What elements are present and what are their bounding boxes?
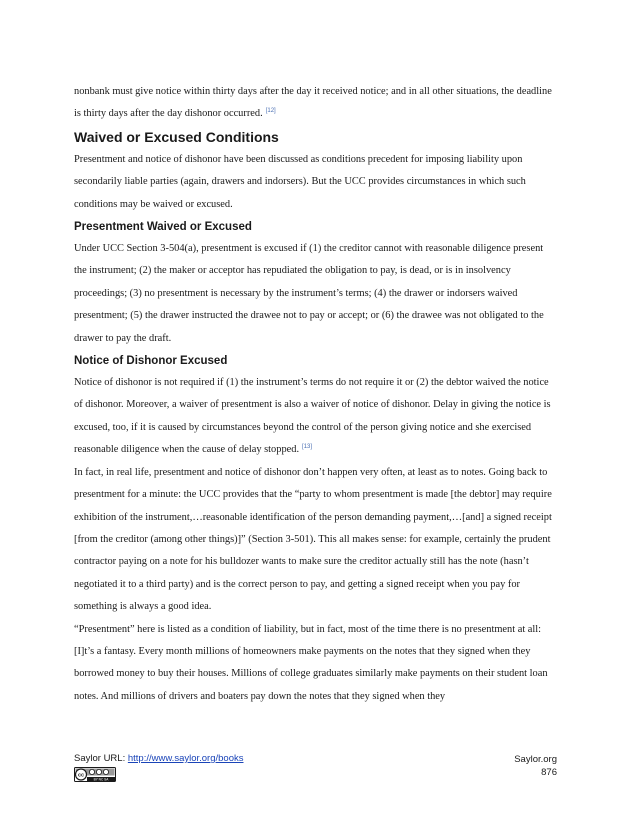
footer-page-info — [514, 753, 557, 779]
paragraph-intro: nonbank must give notice within thirty days after the day it received notice; and in all other situations, the deadline is thirty days after the day dishonor occurred. [12] — [74, 86, 552, 120]
paragraph-notice: Notice of dishonor is not required if (1) the instrument’s terms do not require it or (2) the debtor waived the notice of dishonor. Moreover, a waiver of presentment is also a waiver of notice of dishonor. Delay in giving the notice is excused, too, if it is caused by circumstances beyond the control of the person giving notice and she exercised reasonable diligence when the cause of delay stopped. [13] — [74, 377, 551, 456]
footer-url-label: Saylor URL: — [74, 753, 126, 764]
paragraph-presentment-listed: “Presentment” here is listed as a condition of liability, but in fact, most of the time there is no presentment at all: — [74, 623, 542, 635]
heading-presentment-waived: Presentment Waived or Excused — [74, 221, 252, 234]
paragraph-waived-intro: Presentment and notice of dishonor have been discussed as conditions precedent for imposing liability upon secondarily liable parties (again, drawers and indorsers). But the UCC provides circumstances in which such conditions may be waived or excused. — [74, 153, 526, 210]
footer-source — [74, 753, 244, 764]
paragraph-real-life: In fact, in real life, presentment and notice of dishonor don’t happen very often, at least as to notes. Going back to presentment for a minute: the UCC provides that the “party to whom presentment is made [the debtor] may require exhibition of the instrument,…reasonable identification of the person demanding payment,…[and] a signed receipt [from the creditor (among other things)]” (Section 3-501). This all makes sense: for example, certainly the prudent contractor paying on a note for his bulldozer wants to make sure the creditor actually still has the note (hasn’t negotiated it to a third party) and is the correct person to pay, and getting a signed receipt when you pay for something is always a good idea. — [74, 466, 552, 613]
footnote-ref-13[interactable]: [13] — [302, 443, 313, 450]
svg-text:cc: cc — [77, 772, 85, 779]
page-content — [74, 81, 557, 708]
footer-site: Saylor.org — [514, 754, 557, 765]
footer-url-link[interactable]: http://www.saylor.org/books — [127, 753, 244, 764]
cc-badge-text: BY NC SA — [93, 777, 109, 782]
creative-commons-license-icon — [74, 767, 116, 782]
footnote-ref-12[interactable]: [12] — [265, 107, 276, 114]
page-footer — [74, 753, 557, 783]
footer-page-number: 876 — [541, 767, 557, 778]
heading-waived-excused: Waived or Excused Conditions — [74, 128, 279, 145]
paragraph-presentment: Under UCC Section 3-504(a), presentment is excused if (1) the creditor cannot with reasonable diligence present the instrument; (2) the maker or acceptor has repudiated the obligation to pay, is dead, or is in insolvency proceedings; (3) no presentment is necessary by the instrument’s terms; (4) the drawer or indorsers waived presentment; (5) the drawer instructed the drawee not to pay or accept; or (6) the drawee was not obligated to the drawer to pay the draft. — [74, 243, 544, 344]
paragraph-fantasy-quote: [I]t’s a fantasy. Every month millions of homeowners make payments on the notes that they signed when they borrowed money to buy their houses. Millions of college graduates similarly make payments on their student loan notes. And millions of drivers and boaters pay down the notes that they signed when they — [74, 645, 548, 702]
heading-notice-dishonor: Notice of Dishonor Excused — [74, 355, 228, 368]
